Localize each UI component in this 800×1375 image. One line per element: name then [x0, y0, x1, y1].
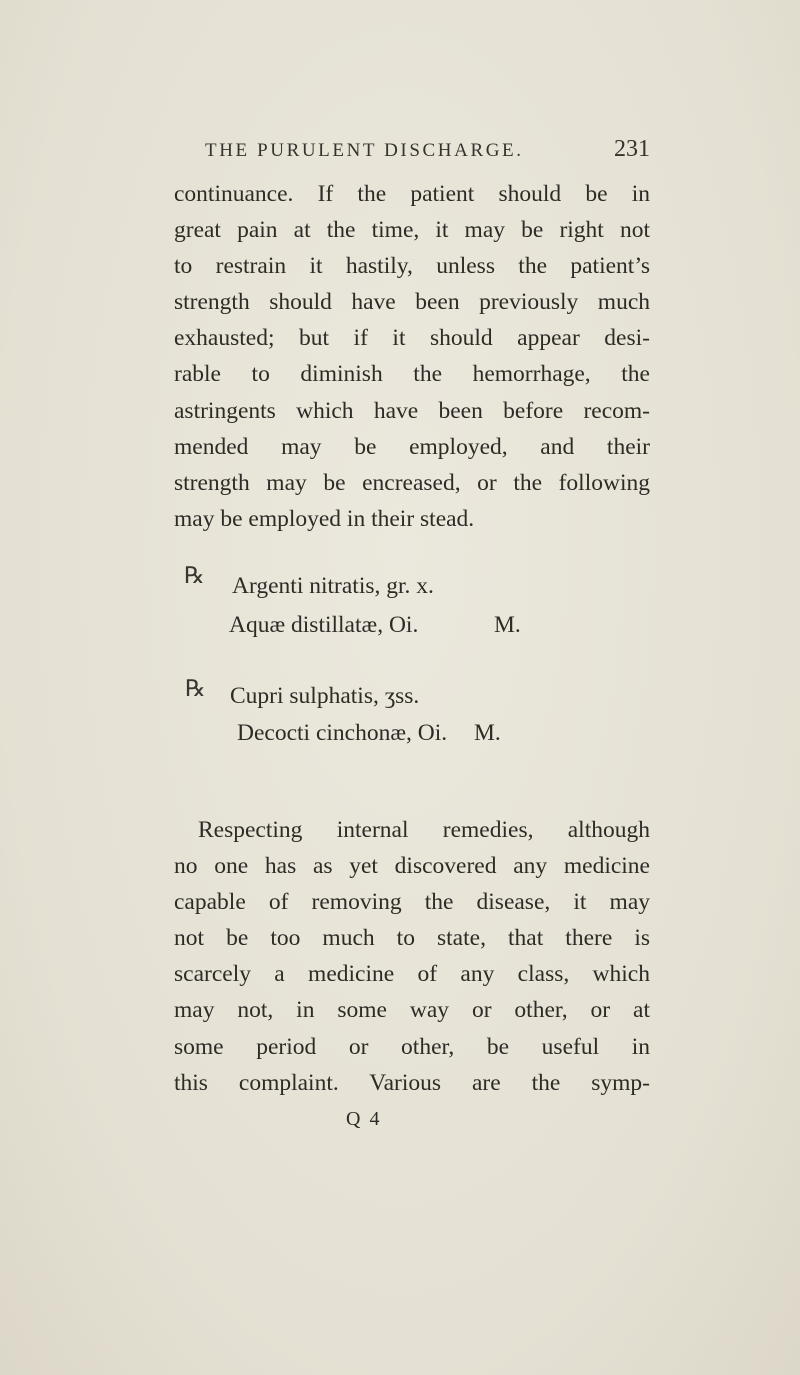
prescription-sign: M. [494, 612, 521, 638]
text-line: scarcely a medicine of any class, which [174, 961, 650, 988]
paragraph-2 [174, 812, 650, 1101]
signature-mark: Q 4 [346, 1108, 382, 1130]
text-line: this complaint. Various are the symp- [174, 1069, 650, 1096]
prescription-line: Aquæ distillatæ, Oi. [229, 612, 419, 638]
text-line: capable of removing the disease, it may [174, 889, 650, 916]
text-line: great pain at the time, it may be right not [174, 217, 650, 244]
recipe-symbol: ℞ [184, 563, 205, 588]
text-line: not be too much to state, that there is [174, 925, 650, 952]
text-line: strength may be encreased, or the following [174, 469, 650, 496]
text-line: rable to diminish the hemorrhage, the [174, 361, 650, 388]
text-line: may be employed in their stead. [174, 505, 475, 532]
text-line: strength should have been previously much [174, 289, 650, 316]
paragraph-1 [174, 176, 650, 537]
text-line: to restrain it hastily, unless the patient’s [174, 253, 650, 280]
page-number: 231 [614, 136, 650, 162]
text-line: may not, in some way or other, or at [174, 997, 650, 1024]
text-line: exhausted; but if it should appear desi- [174, 325, 650, 352]
text-line: continuance. If the patient should be in [174, 181, 650, 207]
text-line: no one has as yet discovered any medicine [174, 853, 650, 880]
text-line: Respecting internal remedies, although [198, 817, 650, 843]
text-line: mended may be employed, and their [174, 433, 650, 460]
prescription-line: Argenti nitratis, gr. x. [232, 573, 434, 599]
prescription-line: Decocti cinchonæ, Oi. [237, 720, 448, 746]
text-line: some period or other, be useful in [174, 1033, 650, 1060]
text-line: astringents which have been before recom- [174, 397, 650, 424]
prescription-sign: M. [474, 720, 501, 746]
prescription-line: Cupri sulphatis, ʒss. [230, 683, 420, 709]
running-header [205, 136, 650, 166]
running-title: THE PURULENT DISCHARGE. [205, 140, 524, 161]
recipe-symbol: ℞ [185, 676, 206, 701]
